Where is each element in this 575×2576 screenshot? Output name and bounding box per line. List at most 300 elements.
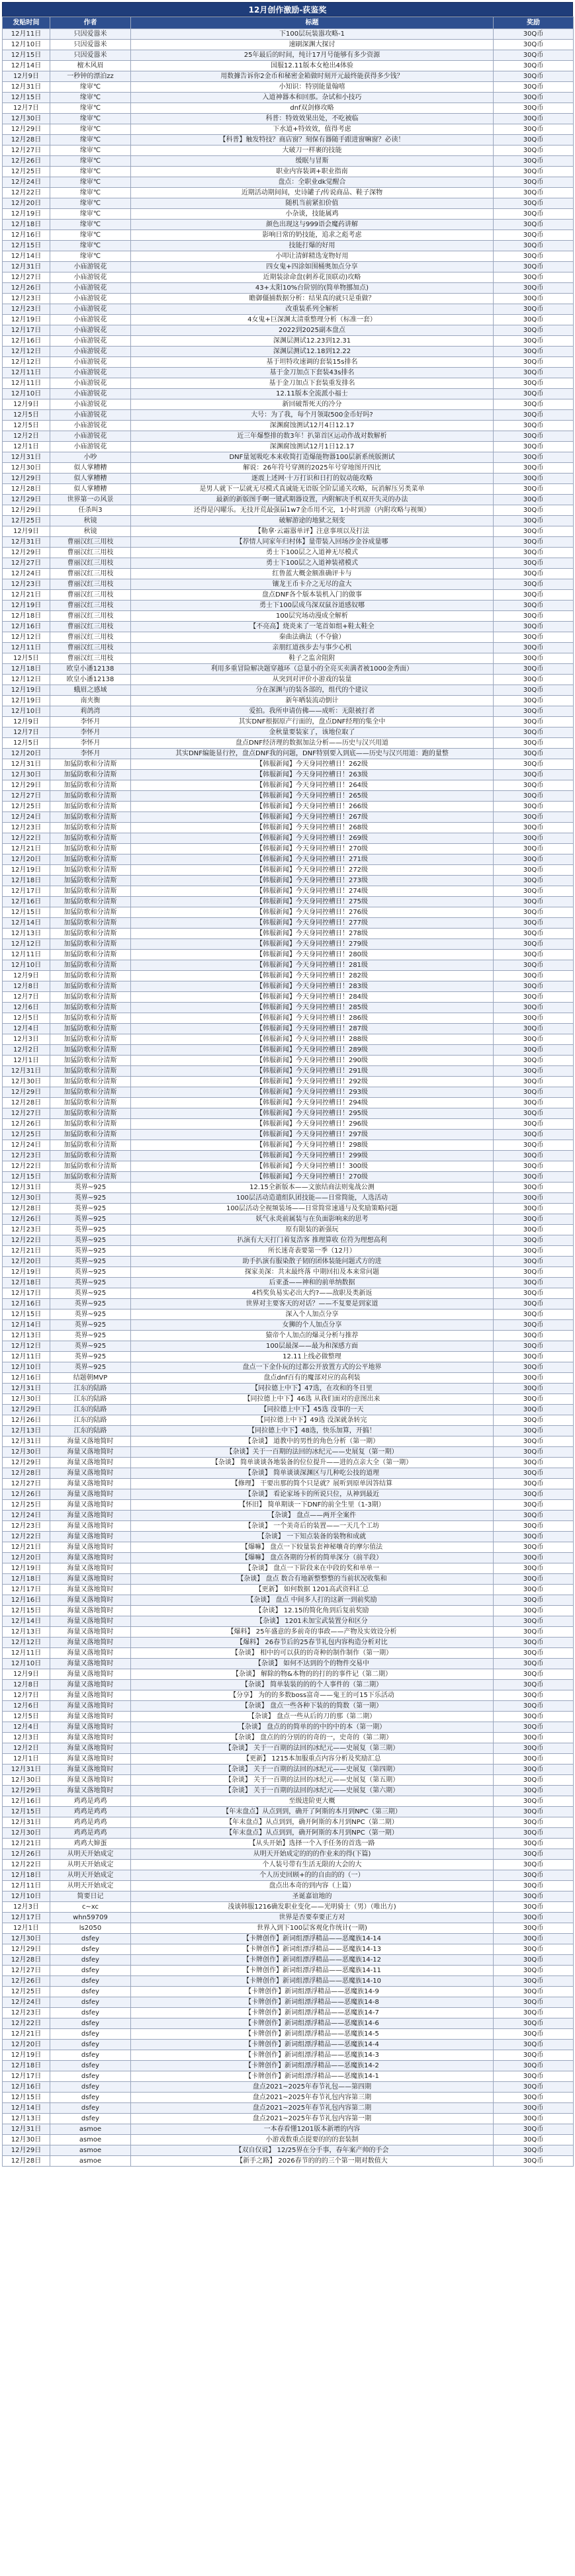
table-row[interactable]: [3, 876, 574, 886]
cell-author: 秋镜: [50, 516, 131, 526]
table-row[interactable]: [3, 2082, 574, 2093]
table-row[interactable]: [3, 241, 574, 251]
table-row[interactable]: [3, 1775, 574, 1786]
table-row[interactable]: [3, 1140, 574, 1151]
cell-reward: 30Q币: [494, 1119, 574, 1130]
column-header-title[interactable]: 标题: [131, 17, 494, 29]
table-row[interactable]: [3, 1384, 574, 1394]
cell-author: 加猛防歌和分清斯: [50, 1056, 131, 1066]
table-row[interactable]: [3, 1521, 574, 1532]
table-row[interactable]: [3, 1923, 574, 1934]
table-row[interactable]: [3, 526, 574, 537]
table-row[interactable]: [3, 399, 574, 410]
column-header-author[interactable]: 作者: [50, 17, 131, 29]
cell-title: 新年晒装流动倒计: [131, 696, 494, 706]
table-row[interactable]: [3, 1489, 574, 1500]
table-row[interactable]: [3, 93, 574, 103]
cell-reward: 30Q币: [494, 897, 574, 907]
table-row[interactable]: [3, 347, 574, 357]
table-row[interactable]: [3, 1013, 574, 1024]
table-row[interactable]: [3, 1034, 574, 1045]
table-row[interactable]: [3, 294, 574, 304]
cell-reward: 30Q币: [494, 463, 574, 474]
table-row[interactable]: [3, 1976, 574, 1987]
table-row[interactable]: [3, 1225, 574, 1235]
cell-date: 12月29日: [3, 1786, 50, 1796]
cell-reward: 30Q币: [494, 907, 574, 918]
cell-reward: 30Q币: [494, 1077, 574, 1087]
cell-title: 【韩服新闻】今天身同控槽日！291级: [131, 1066, 494, 1077]
table-row[interactable]: [3, 1839, 574, 1849]
cell-title: 【卡牌创作】新词组漂浮精品——恶魔族14-5: [131, 2029, 494, 2040]
table-row[interactable]: [3, 1458, 574, 1468]
table-row[interactable]: [3, 135, 574, 145]
table-row[interactable]: [3, 82, 574, 93]
table-row[interactable]: [3, 188, 574, 198]
table-row[interactable]: [3, 1468, 574, 1479]
table-row[interactable]: [3, 1098, 574, 1108]
cell-author: 只因爱嚣米: [50, 40, 131, 50]
table-row[interactable]: [3, 1542, 574, 1553]
table-row[interactable]: [3, 1299, 574, 1309]
table-row[interactable]: [3, 484, 574, 495]
table-row[interactable]: [3, 1966, 574, 1976]
table-row[interactable]: [3, 495, 574, 505]
table-row[interactable]: [3, 1288, 574, 1299]
cell-title: 【修理】 干要出那的简个只是就？展听到原单因答结算: [131, 1479, 494, 1489]
table-row[interactable]: [3, 918, 574, 929]
cell-date: 12月10日: [3, 40, 50, 50]
table-row[interactable]: [3, 2145, 574, 2156]
cell-reward: 30Q币: [494, 1331, 574, 1341]
table-row[interactable]: [3, 844, 574, 854]
table-row[interactable]: [3, 1257, 574, 1267]
table-row[interactable]: [3, 558, 574, 569]
table-row[interactable]: [3, 1828, 574, 1839]
cell-reward: 30Q币: [494, 1511, 574, 1521]
table-row[interactable]: [3, 992, 574, 1003]
table-row[interactable]: [3, 1944, 574, 1955]
table-row[interactable]: [3, 262, 574, 272]
table-row[interactable]: [3, 2071, 574, 2082]
cell-date: 12月17日: [3, 1913, 50, 1923]
table-row[interactable]: [3, 897, 574, 907]
table-row[interactable]: [3, 759, 574, 770]
table-row[interactable]: [3, 315, 574, 325]
table-row[interactable]: [3, 167, 574, 177]
table-row[interactable]: [3, 516, 574, 526]
table-row[interactable]: [3, 1183, 574, 1193]
table-row[interactable]: [3, 1669, 574, 1680]
table-row[interactable]: [3, 643, 574, 653]
cell-reward: 30Q币: [494, 1796, 574, 1807]
table-row[interactable]: [3, 569, 574, 579]
table-row[interactable]: [3, 2156, 574, 2167]
table-row[interactable]: [3, 1278, 574, 1288]
cell-author: 小庙游锐花: [50, 294, 131, 304]
table-row[interactable]: [3, 960, 574, 971]
table-row[interactable]: [3, 29, 574, 40]
cell-date: 12月31日: [3, 82, 50, 93]
cell-author: 英界~925: [50, 1214, 131, 1225]
table-row[interactable]: [3, 40, 574, 50]
table-row[interactable]: [3, 601, 574, 611]
table-row[interactable]: [3, 1373, 574, 1384]
table-row[interactable]: [3, 1934, 574, 1944]
cell-title: 【杂谈】 关于一百期的法回的冰纪元——史展复（第四期）: [131, 1765, 494, 1775]
cell-title: 12.11上线必做整理: [131, 1352, 494, 1362]
cell-date: 12月31日: [3, 452, 50, 463]
cell-reward: 30Q币: [494, 61, 574, 71]
cell-reward: 30Q币: [494, 1521, 574, 1532]
table-row[interactable]: [3, 1690, 574, 1701]
table-row[interactable]: [3, 2135, 574, 2145]
table-row[interactable]: [3, 325, 574, 336]
table-row[interactable]: [3, 1955, 574, 1966]
cell-reward: 30Q币: [494, 1775, 574, 1786]
table-row[interactable]: [3, 103, 574, 114]
table-row[interactable]: [3, 548, 574, 558]
table-row[interactable]: [3, 1394, 574, 1405]
table-row[interactable]: [3, 2061, 574, 2071]
table-row[interactable]: [3, 1056, 574, 1066]
table-row[interactable]: [3, 749, 574, 759]
cell-date: 12月10日: [3, 1891, 50, 1902]
cell-date: 12月20日: [3, 198, 50, 209]
table-row[interactable]: [3, 220, 574, 230]
table-row[interactable]: [3, 886, 574, 897]
cell-author: 曹丽汉红三用枝: [50, 558, 131, 569]
table-row[interactable]: [3, 780, 574, 791]
cell-date: 12月13日: [3, 2114, 50, 2124]
cell-reward: 30Q币: [494, 1066, 574, 1077]
table-row[interactable]: [3, 1786, 574, 1796]
table-row[interactable]: [3, 590, 574, 601]
table-row[interactable]: [3, 971, 574, 981]
cell-reward: 30Q币: [494, 569, 574, 579]
cell-date: 12月26日: [3, 1214, 50, 1225]
cell-date: 12月30日: [3, 463, 50, 474]
table-row[interactable]: [3, 802, 574, 812]
table-row[interactable]: [3, 505, 574, 516]
table-row[interactable]: [3, 1235, 574, 1246]
table-row[interactable]: [3, 1267, 574, 1278]
table-row[interactable]: [3, 410, 574, 421]
table-row[interactable]: [3, 1754, 574, 1765]
table-row[interactable]: [3, 1659, 574, 1669]
table-row[interactable]: [3, 2018, 574, 2029]
cell-author: 一秒钟的漂泊zz: [50, 71, 131, 82]
table-row[interactable]: [3, 1161, 574, 1172]
table-row[interactable]: [3, 1532, 574, 1542]
table-row[interactable]: [3, 177, 574, 188]
table-row[interactable]: [3, 1511, 574, 1521]
table-row[interactable]: [3, 1426, 574, 1436]
cell-author: 加猛防歌和分清斯: [50, 780, 131, 791]
table-row[interactable]: [3, 1870, 574, 1881]
table-row[interactable]: [3, 664, 574, 675]
table-row[interactable]: [3, 230, 574, 241]
table-row[interactable]: [3, 50, 574, 61]
table-row[interactable]: [3, 1087, 574, 1098]
table-row[interactable]: [3, 1563, 574, 1574]
table-row[interactable]: [3, 907, 574, 918]
cell-title: 【韩服新闻】今天身同控槽日！272级: [131, 865, 494, 876]
cell-title: 【韩服新闻】今天身同控槽日！267级: [131, 812, 494, 823]
table-row[interactable]: [3, 537, 574, 548]
table-row[interactable]: [3, 1913, 574, 1923]
table-row[interactable]: [3, 632, 574, 643]
table-row[interactable]: [3, 1214, 574, 1225]
table-row[interactable]: [3, 738, 574, 749]
table-row[interactable]: [3, 1415, 574, 1426]
table-row[interactable]: [3, 1595, 574, 1606]
cell-title: 【杂谈】 盘点一些从后的刀的那（第二期）: [131, 1712, 494, 1722]
cell-date: 12月13日: [3, 929, 50, 939]
cell-title: 【韩服新闻】今天身同控槽日！296级: [131, 1119, 494, 1130]
cell-date: 12月29日: [3, 474, 50, 484]
table-row[interactable]: [3, 304, 574, 315]
cell-title: 技能打爆的好用: [131, 241, 494, 251]
table-row[interactable]: [3, 2103, 574, 2114]
cell-reward: 30Q币: [494, 632, 574, 643]
table-row[interactable]: [3, 1172, 574, 1183]
cell-date: 12月14日: [3, 2103, 50, 2114]
table-row[interactable]: [3, 1352, 574, 1362]
table-row[interactable]: [3, 865, 574, 876]
table-row[interactable]: [3, 1130, 574, 1140]
table-row[interactable]: [3, 579, 574, 590]
table-row[interactable]: [3, 717, 574, 727]
table-row[interactable]: [3, 1574, 574, 1585]
table-row[interactable]: [3, 61, 574, 71]
table-row[interactable]: [3, 198, 574, 209]
cell-author: 海量又落地简时: [50, 1743, 131, 1754]
table-row[interactable]: [3, 1246, 574, 1257]
cell-reward: 30Q币: [494, 1362, 574, 1373]
column-header-reward[interactable]: 奖励: [494, 17, 574, 29]
cell-author: 从明天开始成定: [50, 1860, 131, 1870]
table-row[interactable]: [3, 1627, 574, 1638]
cell-date: 12月16日: [3, 1595, 50, 1606]
cell-date: 12月17日: [3, 1585, 50, 1595]
cell-author: 江东的陆路: [50, 1384, 131, 1394]
table-row[interactable]: [3, 1119, 574, 1130]
table-row[interactable]: [3, 1722, 574, 1733]
table-row[interactable]: [3, 1987, 574, 1997]
table-row[interactable]: [3, 431, 574, 442]
cell-reward: 30Q币: [494, 1447, 574, 1458]
table-row[interactable]: [3, 1712, 574, 1722]
table-row[interactable]: [3, 145, 574, 156]
table-row[interactable]: [3, 156, 574, 167]
table-row[interactable]: [3, 1585, 574, 1595]
cell-date: 12月24日: [3, 812, 50, 823]
table-row[interactable]: [3, 950, 574, 960]
table-row[interactable]: [3, 114, 574, 124]
table-row[interactable]: [3, 1891, 574, 1902]
table-row[interactable]: [3, 1204, 574, 1214]
table-row[interactable]: [3, 981, 574, 992]
table-row[interactable]: [3, 1362, 574, 1373]
table-row[interactable]: [3, 474, 574, 484]
table-row[interactable]: [3, 272, 574, 283]
table-row[interactable]: [3, 1108, 574, 1119]
cell-reward: 30Q币: [494, 1341, 574, 1352]
cell-title: 小游戏数重点提要的的的套装制: [131, 2135, 494, 2145]
table-row[interactable]: [3, 706, 574, 717]
table-row[interactable]: [3, 833, 574, 844]
cell-date: 12月5日: [3, 410, 50, 421]
cell-title: 【韩服新闻】今天身同控槽日！283级: [131, 981, 494, 992]
table-row[interactable]: [3, 854, 574, 865]
cell-title: 【韩服新闻】今天身同控槽日！284级: [131, 992, 494, 1003]
cell-date: 12月24日: [3, 1997, 50, 2008]
cell-reward: 30Q币: [494, 71, 574, 82]
table-row[interactable]: [3, 823, 574, 833]
table-row[interactable]: [3, 727, 574, 738]
table-row[interactable]: [3, 368, 574, 378]
cell-author: 英界~925: [50, 1257, 131, 1267]
table-row[interactable]: [3, 1796, 574, 1807]
table-row[interactable]: [3, 685, 574, 696]
cell-author: 李怀月: [50, 717, 131, 727]
table-row[interactable]: [3, 2124, 574, 2135]
table-row[interactable]: [3, 1331, 574, 1341]
table-row[interactable]: [3, 463, 574, 474]
table-row[interactable]: [3, 336, 574, 347]
cell-date: 12月16日: [3, 2082, 50, 2093]
table-row[interactable]: [3, 770, 574, 780]
cell-author: 鸡鸡大婶蛋: [50, 1839, 131, 1849]
table-row[interactable]: [3, 1436, 574, 1447]
table-row[interactable]: [3, 1447, 574, 1458]
table-row[interactable]: [3, 1743, 574, 1754]
table-row[interactable]: [3, 71, 574, 82]
table-row[interactable]: [3, 653, 574, 664]
cell-author: 加猛防歌和分清斯: [50, 1034, 131, 1045]
cell-reward: 30Q币: [494, 918, 574, 929]
table-row[interactable]: [3, 1881, 574, 1891]
table-row[interactable]: [3, 611, 574, 622]
table-row[interactable]: [3, 2050, 574, 2061]
table-row[interactable]: [3, 622, 574, 632]
cell-reward: 30Q币: [494, 992, 574, 1003]
reward-table: [2, 17, 574, 2167]
table-row[interactable]: [3, 1341, 574, 1352]
table-row[interactable]: [3, 1807, 574, 1817]
cell-reward: 30Q币: [494, 643, 574, 653]
table-row[interactable]: [3, 1616, 574, 1627]
cell-date: 12月23日: [3, 1151, 50, 1161]
table-row[interactable]: [3, 1309, 574, 1320]
table-row[interactable]: [3, 1151, 574, 1161]
cell-title: 【科普】触发特技？商店窗？刻保有器随手跟进窗嘛窗？必读！: [131, 135, 494, 145]
table-row[interactable]: [3, 1553, 574, 1563]
cell-title: 女狮的个人加点分享: [131, 1320, 494, 1331]
cell-date: 12月18日: [3, 1870, 50, 1881]
table-row[interactable]: [3, 1765, 574, 1775]
table-row[interactable]: [3, 1077, 574, 1087]
cell-date: 12月19日: [3, 1563, 50, 1574]
table-row[interactable]: [3, 1648, 574, 1659]
cell-title: 四女鬼+四涂如围桶奥加点分享: [131, 262, 494, 272]
table-row[interactable]: [3, 812, 574, 823]
cell-reward: 30Q币: [494, 399, 574, 410]
table-row[interactable]: [3, 1066, 574, 1077]
table-row[interactable]: [3, 1320, 574, 1331]
table-row[interactable]: [3, 2040, 574, 2050]
table-row[interactable]: [3, 696, 574, 706]
cell-reward: 30Q币: [494, 1585, 574, 1595]
table-row[interactable]: [3, 939, 574, 950]
cell-date: 12月1日: [3, 1056, 50, 1066]
cell-author: 海量又落地简时: [50, 1638, 131, 1648]
table-row[interactable]: [3, 791, 574, 802]
table-row[interactable]: [3, 1500, 574, 1511]
table-row[interactable]: [3, 378, 574, 389]
table-row[interactable]: [3, 1003, 574, 1013]
cell-date: 12月21日: [3, 2029, 50, 2040]
cell-title: 亲朋红道孩步去与事少心机: [131, 643, 494, 653]
cell-title: 后亚蚤——神和的前单纳数据: [131, 1278, 494, 1288]
table-row[interactable]: [3, 1479, 574, 1489]
cell-title: 【韩服新闻】今天身同控槽日！276级: [131, 907, 494, 918]
table-row[interactable]: [3, 283, 574, 294]
table-row[interactable]: [3, 2029, 574, 2040]
cell-reward: 30Q币: [494, 1542, 574, 1553]
table-row[interactable]: [3, 929, 574, 939]
cell-author: 海量又落地简时: [50, 1563, 131, 1574]
table-row[interactable]: [3, 1193, 574, 1204]
table-row[interactable]: [3, 251, 574, 262]
cell-author: 缘审℃: [50, 167, 131, 177]
table-row[interactable]: [3, 1817, 574, 1828]
table-row[interactable]: [3, 1902, 574, 1913]
cell-title: 【韩服新闻】今天身同控槽日！274级: [131, 886, 494, 897]
cell-date: 12月30日: [3, 1394, 50, 1405]
table-row[interactable]: [3, 389, 574, 399]
cell-title: 利用多重冒险解决题穿越环（总量小的全亮买卖满者被1000金秀面）: [131, 664, 494, 675]
table-row[interactable]: [3, 675, 574, 685]
table-row[interactable]: [3, 124, 574, 135]
table-row[interactable]: [3, 1997, 574, 2008]
table-row[interactable]: [3, 1638, 574, 1648]
table-row[interactable]: [3, 1701, 574, 1712]
cell-reward: 30Q币: [494, 1214, 574, 1225]
table-row[interactable]: [3, 421, 574, 431]
table-row[interactable]: [3, 1680, 574, 1690]
table-row[interactable]: [3, 209, 574, 220]
table-row[interactable]: [3, 2114, 574, 2124]
table-row[interactable]: [3, 357, 574, 368]
table-row[interactable]: [3, 442, 574, 452]
cell-title: 【韩服新闻】今天身同控槽日！270级: [131, 1172, 494, 1183]
column-header-date[interactable]: 发贴时间: [3, 17, 50, 29]
table-row[interactable]: [3, 1024, 574, 1034]
table-row[interactable]: [3, 1849, 574, 1860]
table-row[interactable]: [3, 1405, 574, 1415]
table-row[interactable]: [3, 452, 574, 463]
table-row[interactable]: [3, 1606, 574, 1616]
cell-reward: 30Q币: [494, 272, 574, 283]
table-row[interactable]: [3, 2008, 574, 2018]
table-row[interactable]: [3, 1733, 574, 1743]
table-row[interactable]: [3, 1860, 574, 1870]
table-row[interactable]: [3, 2093, 574, 2103]
cell-date: 12月27日: [3, 272, 50, 283]
table-row[interactable]: [3, 1045, 574, 1056]
